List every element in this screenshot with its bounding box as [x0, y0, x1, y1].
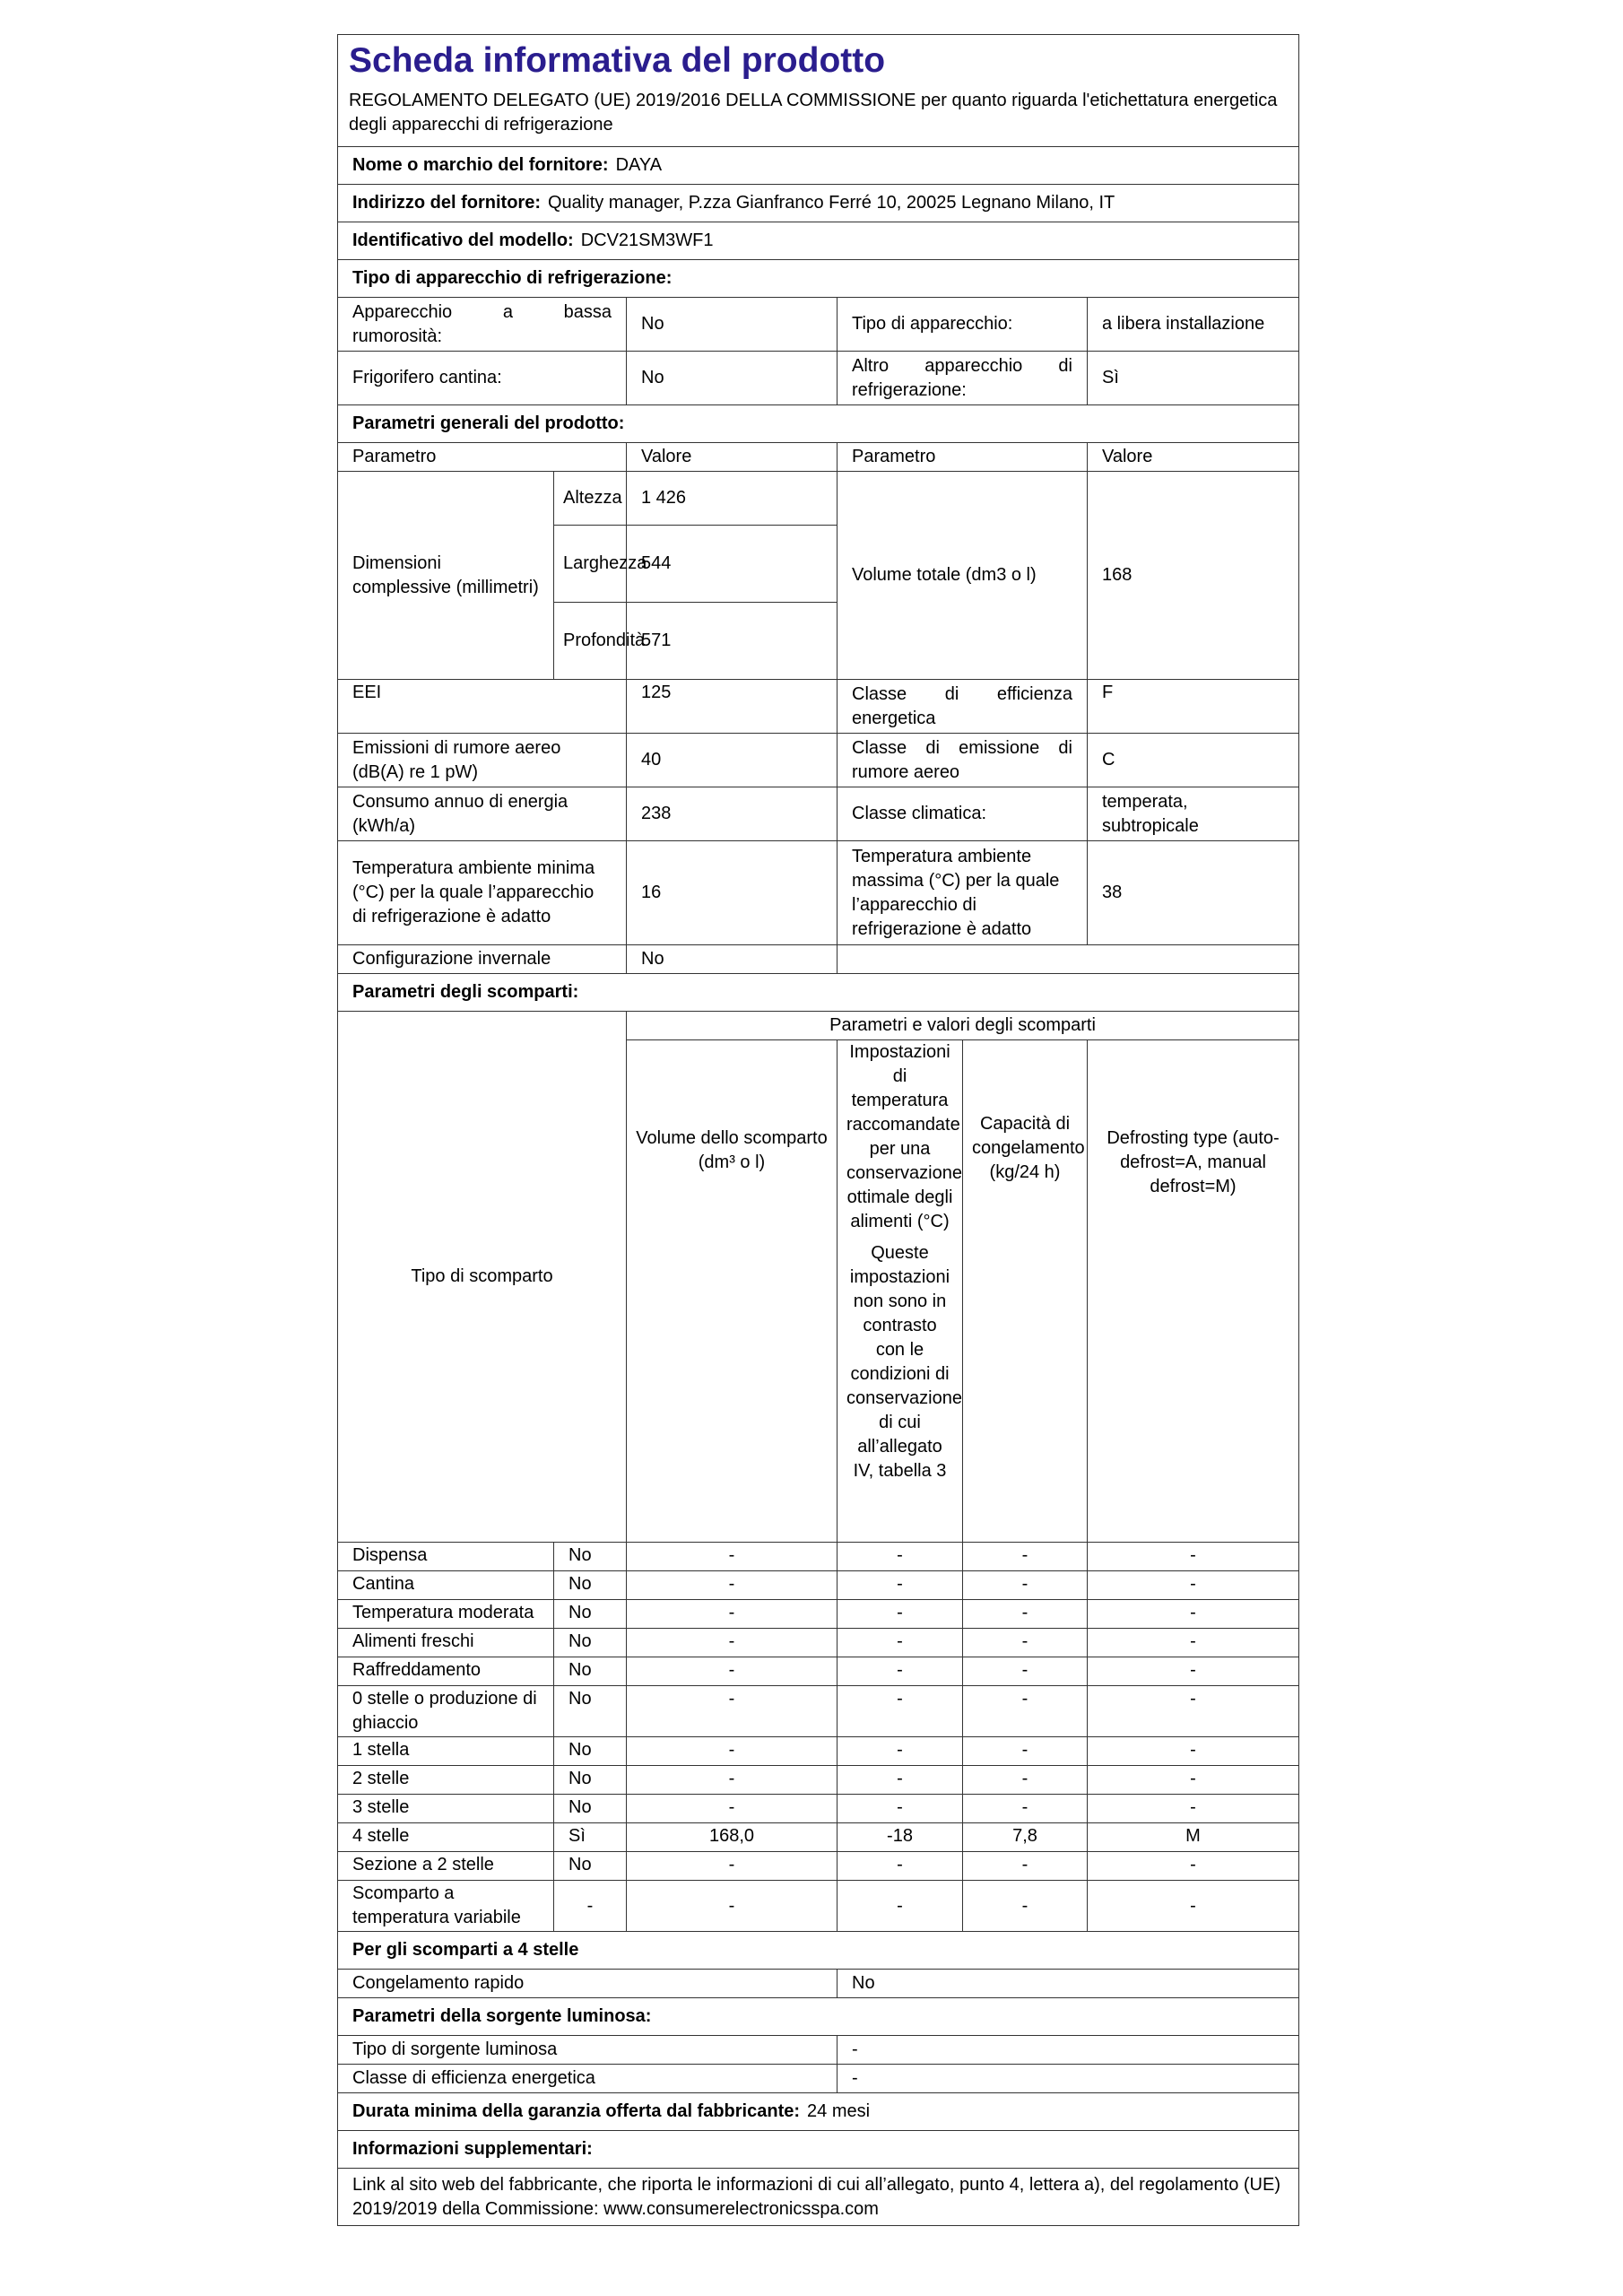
- total-volume-value: 168: [1088, 472, 1299, 680]
- compartment-defrost-cell: -: [1088, 1737, 1299, 1766]
- compartment-volume-cell: -: [627, 1657, 838, 1686]
- compartment-temp-cell: -: [838, 1686, 963, 1737]
- model-identifier-value: DCV21SM3WF1: [580, 230, 714, 250]
- compartment-name-cell: 4 stelle: [338, 1823, 554, 1852]
- compartment-defrost-cell: -: [1088, 1686, 1299, 1737]
- defrost-type-header: Defrosting type (auto-defrost=A, manual defrost=M): [1088, 1040, 1299, 1543]
- compartment-row: [338, 1766, 1299, 1795]
- compartment-defrost-cell: -: [1088, 1795, 1299, 1823]
- model-identifier-row: [338, 222, 1299, 260]
- compartment-present-cell: No: [554, 1571, 627, 1600]
- page-title: Scheda informativa del prodotto: [338, 35, 1299, 88]
- compartment-capacity-cell: -: [963, 1686, 1088, 1737]
- annual-energy-value: 238: [627, 787, 838, 841]
- compartment-temp-cell: -: [838, 1600, 963, 1629]
- compartment-volume-cell: -: [627, 1686, 838, 1737]
- compartment-temp-cell: -: [838, 1737, 963, 1766]
- compartment-defrost-cell: -: [1088, 1543, 1299, 1571]
- recommended-temp-header: [838, 1040, 963, 1543]
- freezing-capacity-header: Capacità di congelamento (kg/24 h): [963, 1040, 1088, 1543]
- compartment-name-cell: Cantina: [338, 1571, 554, 1600]
- compartment-capacity-cell: -: [963, 1657, 1088, 1686]
- compartment-name-cell: Dispensa: [338, 1543, 554, 1571]
- supplier-address-value: Quality manager, P.zza Gianfranco Ferré 10, 20025 Legnano Milano, IT: [548, 193, 1115, 213]
- value-column-header-2: Valore: [1088, 443, 1299, 472]
- compartment-volume-cell: -: [627, 1766, 838, 1795]
- compartment-defrost-cell: -: [1088, 1629, 1299, 1657]
- compartment-defrost-cell: -: [1088, 1881, 1299, 1932]
- compartment-volume-cell: 168,0: [627, 1823, 838, 1852]
- compartment-values-header: Parametri e valori degli scomparti: [627, 1012, 1299, 1040]
- compartment-volume-cell: -: [627, 1571, 838, 1600]
- compartment-capacity-cell: -: [963, 1600, 1088, 1629]
- compartment-present-cell: -: [554, 1881, 627, 1932]
- compartment-defrost-cell: -: [1088, 1571, 1299, 1600]
- four-star-heading: Per gli scomparti a 4 stelle: [338, 1932, 1299, 1970]
- compartment-volume-cell: -: [627, 1543, 838, 1571]
- winter-setting-value: No: [627, 945, 838, 974]
- compartment-defrost-cell: -: [1088, 1657, 1299, 1686]
- height-label: Altezza: [554, 472, 627, 526]
- compartment-capacity-cell: -: [963, 1737, 1088, 1766]
- compartment-name-cell: Temperatura moderata: [338, 1600, 554, 1629]
- compartment-name-cell: 1 stella: [338, 1737, 554, 1766]
- max-ambient-temp-value: 38: [1088, 841, 1299, 945]
- compartment-present-cell: No: [554, 1795, 627, 1823]
- compartment-row: [338, 1881, 1299, 1932]
- energy-class-value: F: [1088, 680, 1299, 734]
- light-energy-class-label: Classe di efficienza energetica: [338, 2065, 838, 2093]
- wine-cooler-value: No: [627, 352, 838, 405]
- noise-class-value: C: [1088, 734, 1299, 787]
- compartment-temp-cell: -18: [838, 1823, 963, 1852]
- compartment-name-cell: 0 stelle o produzione di ghiaccio: [338, 1686, 554, 1737]
- low-noise-value: No: [627, 298, 838, 352]
- compartment-name-cell: Raffreddamento: [338, 1657, 554, 1686]
- eei-value: 125: [627, 680, 838, 734]
- compartment-name-cell: Alimenti freschi: [338, 1629, 554, 1657]
- total-volume-label: Volume totale (dm3 o l): [838, 472, 1088, 680]
- supplier-address-label: Indirizzo del fornitore:: [352, 193, 541, 213]
- low-noise-label: Apparecchio a bassa rumorosità:: [338, 298, 627, 352]
- width-value: 544: [627, 526, 838, 603]
- compartment-name-cell: Sezione a 2 stelle: [338, 1852, 554, 1881]
- compartment-present-cell: Sì: [554, 1823, 627, 1852]
- product-sheet-table: [337, 34, 1299, 2226]
- winter-setting-empty: [838, 945, 1299, 974]
- energy-class-label: Classe di efficienza energetica: [838, 680, 1088, 734]
- compartment-row: [338, 1543, 1299, 1571]
- compartment-row: [338, 1657, 1299, 1686]
- compartment-temp-cell: -: [838, 1795, 963, 1823]
- appliance-type-heading: Tipo di apparecchio di refrigerazione:: [338, 260, 1299, 298]
- climate-class-value: temperata, subtropicale: [1088, 787, 1299, 841]
- compartment-row: [338, 1823, 1299, 1852]
- additional-info-heading: Informazioni supplementari:: [338, 2131, 1299, 2169]
- depth-value: 571: [627, 603, 838, 680]
- compartment-capacity-cell: -: [963, 1852, 1088, 1881]
- compartment-volume-header: Volume dello scomparto (dm³ o l): [627, 1040, 838, 1543]
- supplier-address-row: [338, 185, 1299, 222]
- wine-cooler-label: Frigorifero cantina:: [338, 352, 627, 405]
- compartment-defrost-cell: -: [1088, 1766, 1299, 1795]
- compartment-row: [338, 1852, 1299, 1881]
- compartment-capacity-cell: -: [963, 1629, 1088, 1657]
- compartment-temp-cell: -: [838, 1766, 963, 1795]
- value-column-header: Valore: [627, 443, 838, 472]
- supplier-name-value: DAYA: [615, 155, 663, 175]
- depth-label: Profondità: [554, 603, 627, 680]
- climate-class-label: Classe climatica:: [838, 787, 1088, 841]
- compartment-row: [338, 1571, 1299, 1600]
- compartment-defrost-cell: M: [1088, 1823, 1299, 1852]
- warranty-label: Durata minima della garanzia offerta dal fabbricante:: [352, 2101, 801, 2121]
- annual-energy-label: Consumo annuo di energia (kWh/a): [338, 787, 627, 841]
- general-parameters-heading: Parametri generali del prodotto:: [338, 405, 1299, 443]
- compartment-present-cell: No: [554, 1629, 627, 1657]
- compartment-temp-cell: -: [838, 1571, 963, 1600]
- compartment-row: [338, 1629, 1299, 1657]
- winter-setting-label: Configurazione invernale: [338, 945, 627, 974]
- compartment-parameters-heading: Parametri degli scomparti:: [338, 974, 1299, 1012]
- other-appliance-value: Sì: [1088, 352, 1299, 405]
- compartment-rows: [338, 1543, 1299, 1932]
- light-source-heading: Parametri della sorgente luminosa:: [338, 1998, 1299, 2036]
- compartment-row: [338, 1686, 1299, 1737]
- compartment-temp-cell: -: [838, 1657, 963, 1686]
- compartment-volume-cell: -: [627, 1795, 838, 1823]
- light-source-type-value: -: [838, 2036, 1299, 2065]
- compartment-name-cell: 3 stelle: [338, 1795, 554, 1823]
- compartment-present-cell: No: [554, 1543, 627, 1571]
- compartment-defrost-cell: -: [1088, 1600, 1299, 1629]
- compartment-name-cell: Scomparto a temperatura variabile: [338, 1881, 554, 1932]
- compartment-volume-cell: -: [627, 1737, 838, 1766]
- warranty-value: 24 mesi: [807, 2101, 871, 2121]
- recommended-temp-text: Impostazioni di temperatura raccomandate per una conservazione ottimale degli alimenti (°C): [846, 1042, 962, 1231]
- compartment-capacity-cell: -: [963, 1766, 1088, 1795]
- product-information-sheet: [337, 34, 1298, 2226]
- parameter-column-header-2: Parametro: [838, 443, 1088, 472]
- compartment-present-cell: No: [554, 1766, 627, 1795]
- height-value: 1 426: [627, 472, 838, 526]
- recommended-temp-note: Queste impostazioni non sono in contrasto con le condizioni di conservazione di cui all’allegato IV, tabella 3: [846, 1243, 962, 1481]
- manufacturer-link-text: Link al sito web del fabbricante, che riporta le informazioni di cui all’allegato, punto 4, lettera a), del regolamento (UE) 2019/2019 della Commissione: www.consumerelectronicsspa.com: [338, 2169, 1299, 2226]
- compartment-defrost-cell: -: [1088, 1852, 1299, 1881]
- parameter-column-header: Parametro: [338, 443, 627, 472]
- compartment-volume-cell: -: [627, 1881, 838, 1932]
- compartment-row: [338, 1737, 1299, 1766]
- noise-class-label: Classe di emissione di rumore aereo: [838, 734, 1088, 787]
- compartment-capacity-cell: -: [963, 1571, 1088, 1600]
- supplier-name-row: [338, 147, 1299, 185]
- compartment-temp-cell: -: [838, 1543, 963, 1571]
- compartment-capacity-cell: -: [963, 1795, 1088, 1823]
- compartment-row: [338, 1600, 1299, 1629]
- compartment-present-cell: No: [554, 1852, 627, 1881]
- min-ambient-temp-label: Temperatura ambiente minima (°C) per la quale l’apparecchio di refrigerazione è adatto: [338, 841, 627, 945]
- compartment-type-header: Tipo di scomparto: [338, 1012, 627, 1543]
- min-ambient-temp-value: 16: [627, 841, 838, 945]
- light-energy-class-value: -: [838, 2065, 1299, 2093]
- fast-freeze-label: Congelamento rapido: [338, 1970, 838, 1998]
- supplier-name-label: Nome o marchio del fornitore:: [352, 155, 609, 175]
- compartment-temp-cell: -: [838, 1629, 963, 1657]
- compartment-present-cell: No: [554, 1657, 627, 1686]
- compartment-capacity-cell: -: [963, 1543, 1088, 1571]
- fast-freeze-value: No: [838, 1970, 1299, 1998]
- compartment-temp-cell: -: [838, 1881, 963, 1932]
- eei-label: EEI: [338, 680, 627, 734]
- appliance-type-label: Tipo di apparecchio:: [838, 298, 1088, 352]
- compartment-temp-cell: -: [838, 1852, 963, 1881]
- dimensions-label: Dimensioni complessive (millimetri): [338, 472, 554, 680]
- width-label: Larghezza: [554, 526, 627, 603]
- compartment-volume-cell: -: [627, 1852, 838, 1881]
- model-identifier-label: Identificativo del modello:: [352, 230, 574, 250]
- max-ambient-temp-label: Temperatura ambiente massima (°C) per la quale l’apparecchio di refrigerazione è adatto: [838, 841, 1088, 945]
- other-appliance-label: Altro apparecchio di refrigerazione:: [838, 352, 1088, 405]
- compartment-present-cell: No: [554, 1737, 627, 1766]
- regulation-reference: REGOLAMENTO DELEGATO (UE) 2019/2016 DELLA COMMISSIONE per quanto riguarda l'etichettatura energetica degli apparecchi di refrigerazione: [338, 87, 1299, 147]
- light-source-type-label: Tipo di sorgente luminosa: [338, 2036, 838, 2065]
- compartment-row: [338, 1795, 1299, 1823]
- compartment-name-cell: 2 stelle: [338, 1766, 554, 1795]
- compartment-volume-cell: -: [627, 1629, 838, 1657]
- appliance-type-value: a libera installazione: [1088, 298, 1299, 352]
- compartment-present-cell: No: [554, 1686, 627, 1737]
- noise-emission-label: Emissioni di rumore aereo (dB(A) re 1 pW): [338, 734, 627, 787]
- compartment-present-cell: No: [554, 1600, 627, 1629]
- noise-emission-value: 40: [627, 734, 838, 787]
- compartment-capacity-cell: 7,8: [963, 1823, 1088, 1852]
- compartment-volume-cell: -: [627, 1600, 838, 1629]
- warranty-row: [338, 2093, 1299, 2131]
- compartment-capacity-cell: -: [963, 1881, 1088, 1932]
